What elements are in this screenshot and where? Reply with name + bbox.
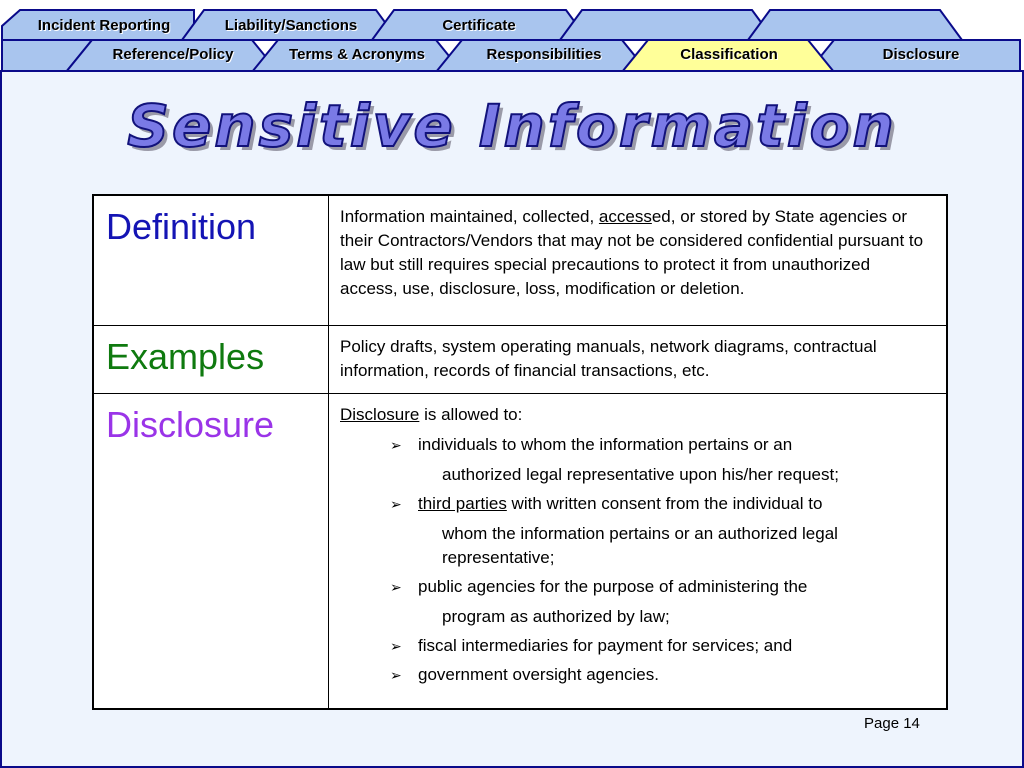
disclosure-intro bbox=[340, 403, 932, 427]
arrow-bullet-icon: ➢ bbox=[390, 495, 402, 512]
row-heading-cell bbox=[93, 195, 329, 325]
disclosure-list bbox=[340, 433, 932, 687]
row-heading-cell bbox=[93, 325, 329, 393]
list-item bbox=[388, 663, 932, 687]
table-row-disclosure bbox=[93, 393, 947, 709]
tab-liability-sanctions[interactable]: Liability/Sanctions bbox=[224, 17, 358, 34]
definition-text bbox=[329, 195, 948, 325]
list-item-continuation: program as authorized by law; bbox=[442, 606, 670, 626]
list-item-text: individuals to whom the information pertains or an bbox=[418, 434, 793, 454]
tab-strip bbox=[0, 0, 1024, 72]
tab-responsibilities[interactable]: Responsibilities bbox=[486, 46, 602, 63]
third-parties-link[interactable]: third parties bbox=[418, 493, 507, 513]
tab-classification[interactable]: Classification bbox=[680, 46, 778, 63]
definition-heading: Definition bbox=[106, 206, 257, 247]
disclosure-heading: Disclosure bbox=[106, 403, 275, 445]
definition-text-start: Information maintained, collected, bbox=[340, 207, 599, 226]
arrow-bullet-icon: ➢ bbox=[390, 637, 402, 654]
list-item-text: fiscal intermediaries for payment for services; and bbox=[418, 635, 793, 655]
table-row-definition bbox=[93, 195, 947, 325]
info-table bbox=[92, 194, 948, 710]
arrow-bullet-icon: ➢ bbox=[390, 666, 402, 683]
list-item bbox=[388, 433, 932, 487]
tab-certificate[interactable]: Certificate bbox=[442, 17, 516, 34]
row-heading-cell bbox=[93, 393, 329, 709]
definition-text-end: ed, or stored by State agencies or their Contractors/Vendors that may not be considered confidential pursuant to law but still requires special precautions to protect it from unauthorized access, use, disclosure, loss, modification or deletion. bbox=[340, 207, 924, 298]
disclosure-intro-rest: is allowed to: bbox=[419, 404, 523, 424]
list-item bbox=[388, 634, 932, 658]
examples-heading: Examples bbox=[106, 335, 265, 377]
tab-terms-acronyms[interactable]: Terms & Acronyms bbox=[289, 46, 425, 63]
list-item-continuation: authorized legal representative upon his/her request; bbox=[442, 464, 839, 484]
list-item-text: public agencies for the purpose of administering the bbox=[418, 576, 808, 596]
page-number: Page 14 bbox=[864, 715, 920, 732]
examples-text: Policy drafts, system operating manuals, network diagrams, contractual information, records of financial transactions, etc. bbox=[329, 325, 948, 393]
tab-blank-1[interactable] bbox=[574, 16, 760, 36]
disclosure-link[interactable]: Disclosure bbox=[340, 404, 420, 424]
tab-blank-2[interactable] bbox=[762, 16, 948, 36]
tab-reference-policy[interactable]: Reference/Policy bbox=[112, 46, 234, 63]
arrow-bullet-icon: ➢ bbox=[390, 578, 402, 595]
list-item-continuation: whom the information pertains or an authorized legal representative; bbox=[442, 523, 838, 567]
page-title: Sensitive Information bbox=[127, 92, 897, 160]
list-item-text: with written consent from the individual to bbox=[506, 493, 823, 513]
arrow-bullet-icon: ➢ bbox=[390, 436, 402, 453]
list-item bbox=[388, 575, 932, 629]
tab-disclosure[interactable]: Disclosure bbox=[882, 46, 960, 63]
list-item bbox=[388, 492, 932, 570]
access-link[interactable]: access bbox=[598, 207, 652, 226]
disclosure-body bbox=[329, 393, 948, 709]
table-row-examples bbox=[93, 325, 947, 393]
tab-incident-reporting[interactable]: Incident Reporting bbox=[37, 17, 171, 34]
list-item-text: government oversight agencies. bbox=[418, 664, 659, 684]
